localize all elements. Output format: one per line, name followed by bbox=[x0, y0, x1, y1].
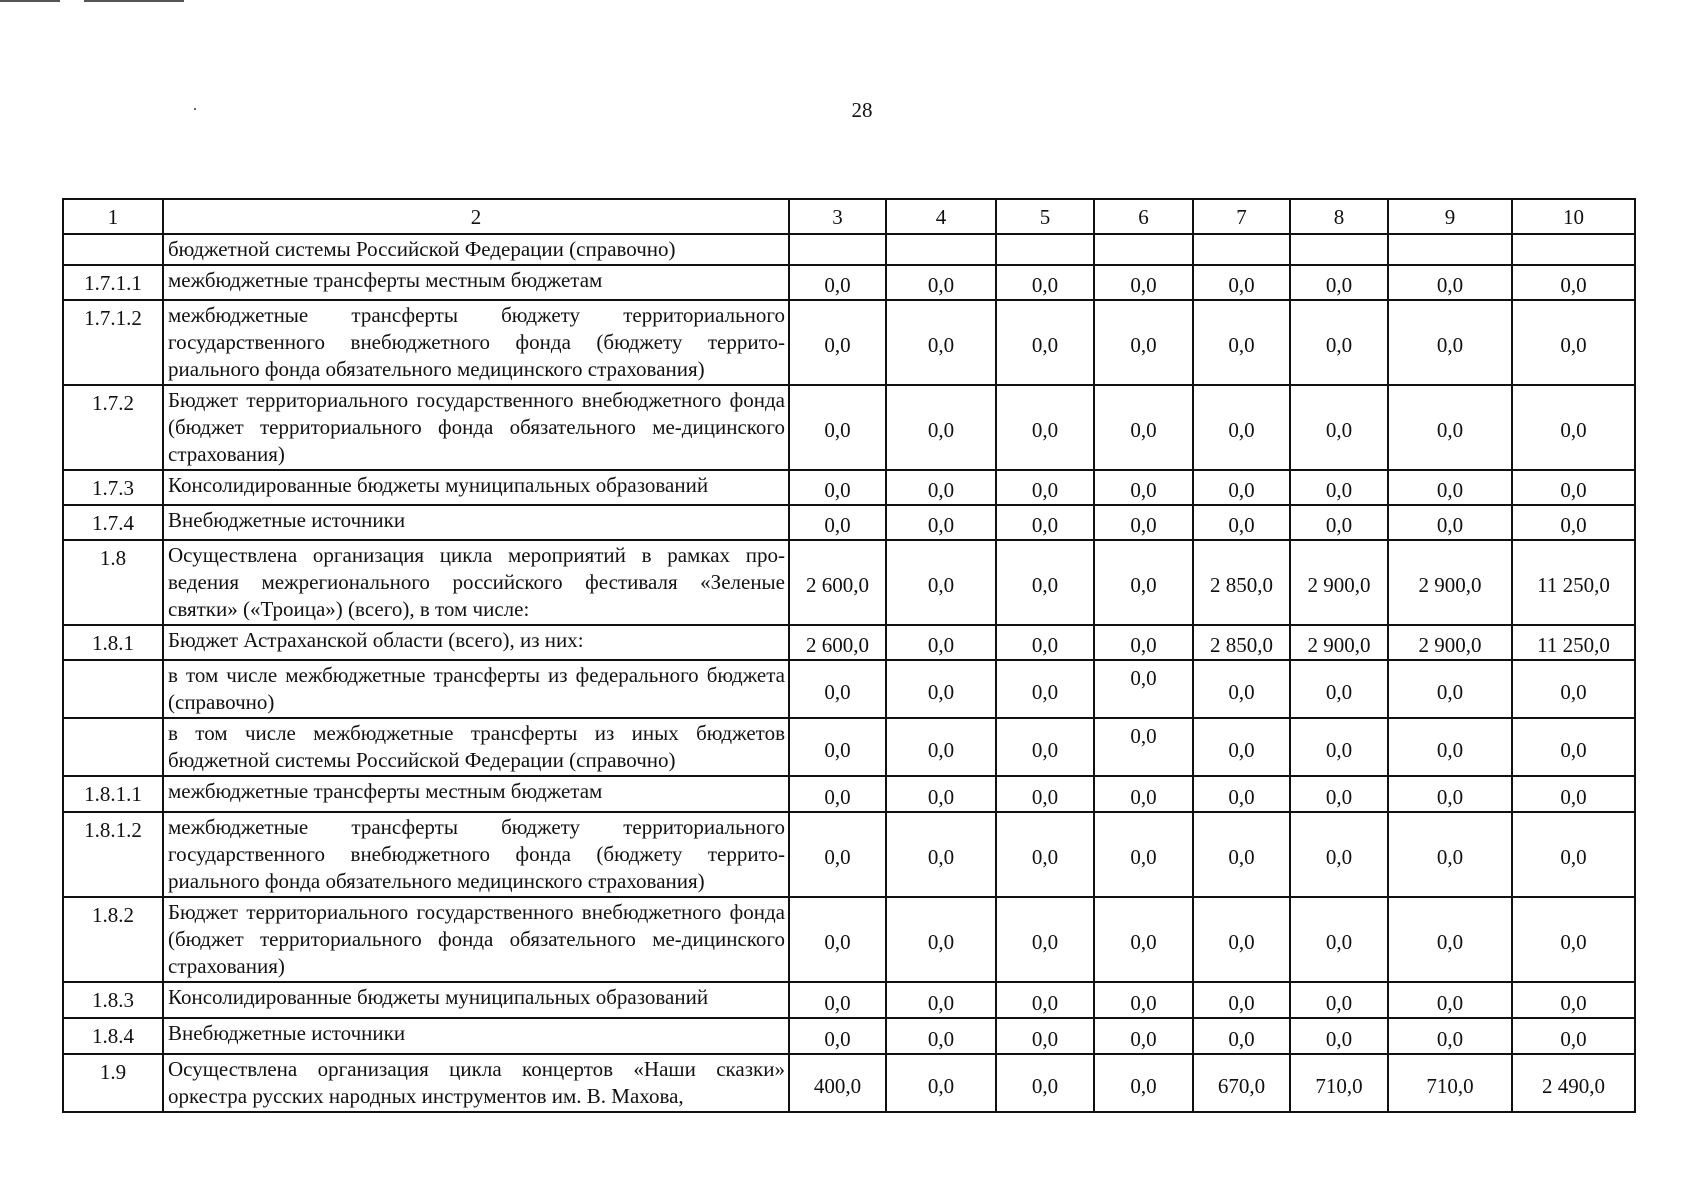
value-cell: 0,0 bbox=[1290, 660, 1388, 718]
row-code-cell bbox=[63, 234, 163, 265]
value-cell: 0,0 bbox=[886, 385, 996, 470]
value-cell: 0,0 bbox=[789, 385, 886, 470]
value-cell: 710,0 bbox=[1290, 1054, 1388, 1112]
value-cell: 0,0 bbox=[886, 625, 996, 660]
value-cell: 0,0 bbox=[1388, 660, 1512, 718]
row-description-cell: межбюджетные трансферты бюджету территориального государственного внебюджетного фонда (бюджету террито-риального фонда обязательного медицинского страхования) bbox=[163, 812, 789, 897]
value-cell: 0,0 bbox=[1094, 385, 1193, 470]
table-row bbox=[63, 982, 1635, 1018]
value-cell: 0,0 bbox=[996, 300, 1094, 385]
row-code-cell bbox=[63, 660, 163, 718]
page-number: 28 bbox=[851, 98, 873, 122]
value-cell: 0,0 bbox=[789, 812, 886, 897]
table-row bbox=[63, 625, 1635, 660]
value-cell: 0,0 bbox=[1388, 300, 1512, 385]
value-cell: 0,0 bbox=[1193, 470, 1290, 505]
value-cell: 0,0 bbox=[789, 897, 886, 982]
value-cell: 2 900,0 bbox=[1388, 625, 1512, 660]
value-cell: 0,0 bbox=[789, 505, 886, 540]
value-cell: 2 600,0 bbox=[789, 540, 886, 625]
header-cell: 4 bbox=[886, 199, 996, 234]
value-cell: 0,0 bbox=[886, 300, 996, 385]
scan-edge-mark bbox=[0, 0, 60, 2]
value-cell: 0,0 bbox=[1193, 982, 1290, 1018]
value-cell: 0,0 bbox=[1512, 265, 1635, 300]
value-cell: 2 600,0 bbox=[789, 625, 886, 660]
table-body bbox=[63, 199, 1635, 1112]
row-code-cell: 1.8.1.1 bbox=[63, 776, 163, 812]
value-cell: 0,0 bbox=[1388, 776, 1512, 812]
value-cell: 0,0 bbox=[1388, 982, 1512, 1018]
value-cell: 0,0 bbox=[996, 1018, 1094, 1054]
value-cell: 0,0 bbox=[1512, 718, 1635, 776]
value-cell: 0,0 bbox=[789, 470, 886, 505]
value-cell: 0,0 bbox=[996, 812, 1094, 897]
value-cell: 0,0 bbox=[1388, 470, 1512, 505]
value-cell: 0,0 bbox=[886, 776, 996, 812]
value-cell: 0,0 bbox=[1094, 1054, 1193, 1112]
value-cell: 0,0 bbox=[1388, 505, 1512, 540]
value-cell: 0,0 bbox=[1193, 812, 1290, 897]
value-cell: 0,0 bbox=[996, 470, 1094, 505]
value-cell: 0,0 bbox=[886, 718, 996, 776]
row-code-cell: 1.8.1.2 bbox=[63, 812, 163, 897]
row-code-cell: 1.7.2 bbox=[63, 385, 163, 470]
value-cell: 0,0 bbox=[1290, 265, 1388, 300]
table-row bbox=[63, 470, 1635, 505]
value-cell: 0,0 bbox=[1512, 660, 1635, 718]
value-cell: 11 250,0 bbox=[1512, 625, 1635, 660]
value-cell bbox=[996, 234, 1094, 265]
value-cell: 0,0 bbox=[996, 540, 1094, 625]
row-description-cell: в том числе межбюджетные трансферты из иных бюджетов бюджетной системы Российской Федерации (справочно) bbox=[163, 718, 789, 776]
value-cell: 0,0 bbox=[996, 385, 1094, 470]
value-cell: 0,0 bbox=[996, 1054, 1094, 1112]
value-cell: 2 900,0 bbox=[1388, 540, 1512, 625]
value-cell: 0,0 bbox=[886, 1054, 996, 1112]
row-code-cell: 1.9 bbox=[63, 1054, 163, 1112]
header-cell: 5 bbox=[996, 199, 1094, 234]
value-cell: 0,0 bbox=[886, 540, 996, 625]
value-cell: 0,0 bbox=[789, 718, 886, 776]
scan-edge-mark bbox=[84, 0, 184, 2]
value-cell: 2 490,0 bbox=[1512, 1054, 1635, 1112]
row-description-cell: Внебюджетные источники bbox=[163, 505, 789, 540]
row-description-cell: Внебюджетные источники bbox=[163, 1018, 789, 1054]
value-cell: 0,0 bbox=[1094, 660, 1193, 718]
value-cell: 0,0 bbox=[1512, 776, 1635, 812]
value-cell: 0,0 bbox=[1094, 540, 1193, 625]
row-code-cell: 1.8 bbox=[63, 540, 163, 625]
value-cell: 0,0 bbox=[1388, 385, 1512, 470]
row-description-cell: Осуществлена организация цикла концертов «Наши сказки» оркестра русских народных инструментов им. В. Махова, bbox=[163, 1054, 789, 1112]
value-cell: 0,0 bbox=[1290, 470, 1388, 505]
value-cell: 0,0 bbox=[789, 300, 886, 385]
value-cell: 0,0 bbox=[1094, 897, 1193, 982]
row-description-cell: межбюджетные трансферты бюджету территориального государственного внебюджетного фонда (бюджету террито-риального фонда обязательного медицинского страхования) bbox=[163, 300, 789, 385]
value-cell: 0,0 bbox=[996, 265, 1094, 300]
value-cell: 0,0 bbox=[996, 982, 1094, 1018]
row-code-cell: 1.8.3 bbox=[63, 982, 163, 1018]
value-cell: 0,0 bbox=[1290, 385, 1388, 470]
value-cell: 0,0 bbox=[1512, 505, 1635, 540]
value-cell: 0,0 bbox=[789, 265, 886, 300]
value-cell: 0,0 bbox=[1290, 300, 1388, 385]
table-row bbox=[63, 776, 1635, 812]
value-cell: 0,0 bbox=[1094, 776, 1193, 812]
value-cell bbox=[886, 234, 996, 265]
value-cell bbox=[789, 234, 886, 265]
table-row bbox=[63, 385, 1635, 470]
value-cell: 0,0 bbox=[1290, 1018, 1388, 1054]
row-description-cell: в том числе межбюджетные трансферты из федерального бюджета (справочно) bbox=[163, 660, 789, 718]
value-cell: 0,0 bbox=[1388, 897, 1512, 982]
header-cell: 8 bbox=[1290, 199, 1388, 234]
header-cell: 10 bbox=[1512, 199, 1635, 234]
value-cell: 0,0 bbox=[886, 265, 996, 300]
value-cell: 0,0 bbox=[1094, 982, 1193, 1018]
header-cell: 6 bbox=[1094, 199, 1193, 234]
value-cell: 0,0 bbox=[1512, 385, 1635, 470]
table-header-row bbox=[63, 199, 1635, 234]
value-cell: 0,0 bbox=[996, 897, 1094, 982]
value-cell: 0,0 bbox=[1094, 625, 1193, 660]
value-cell: 0,0 bbox=[1512, 812, 1635, 897]
value-cell: 0,0 bbox=[1193, 300, 1290, 385]
header-cell: 7 bbox=[1193, 199, 1290, 234]
table-row bbox=[63, 1054, 1635, 1112]
value-cell: 2 850,0 bbox=[1193, 625, 1290, 660]
value-cell: 0,0 bbox=[1193, 776, 1290, 812]
value-cell: 0,0 bbox=[886, 982, 996, 1018]
value-cell bbox=[1094, 234, 1193, 265]
value-cell: 0,0 bbox=[1193, 718, 1290, 776]
header-cell: 9 bbox=[1388, 199, 1512, 234]
value-cell: 0,0 bbox=[1290, 505, 1388, 540]
row-code-cell: 1.7.1.2 bbox=[63, 300, 163, 385]
value-cell: 0,0 bbox=[1290, 897, 1388, 982]
value-cell: 0,0 bbox=[1193, 1018, 1290, 1054]
value-cell: 0,0 bbox=[996, 505, 1094, 540]
value-cell: 0,0 bbox=[1512, 1018, 1635, 1054]
row-description-cell: Консолидированные бюджеты муниципальных образований bbox=[163, 982, 789, 1018]
table-row bbox=[63, 540, 1635, 625]
row-description-cell: Консолидированные бюджеты муниципальных образований bbox=[163, 470, 789, 505]
header-cell: 3 bbox=[789, 199, 886, 234]
budget-table bbox=[62, 198, 1636, 1113]
value-cell: 0,0 bbox=[886, 470, 996, 505]
value-cell: 0,0 bbox=[1290, 982, 1388, 1018]
value-cell: 0,0 bbox=[1193, 505, 1290, 540]
value-cell: 0,0 bbox=[1094, 1018, 1193, 1054]
value-cell: 0,0 bbox=[1094, 470, 1193, 505]
value-cell: 710,0 bbox=[1388, 1054, 1512, 1112]
value-cell: 2 900,0 bbox=[1290, 625, 1388, 660]
value-cell: 0,0 bbox=[789, 776, 886, 812]
row-description-cell: бюджетной системы Российской Федерации (справочно) bbox=[163, 234, 789, 265]
value-cell: 400,0 bbox=[789, 1054, 886, 1112]
table-row bbox=[63, 897, 1635, 982]
value-cell: 11 250,0 bbox=[1512, 540, 1635, 625]
header-cell: 2 bbox=[163, 199, 789, 234]
value-cell: 0,0 bbox=[996, 718, 1094, 776]
row-description-cell: межбюджетные трансферты местным бюджетам bbox=[163, 776, 789, 812]
value-cell bbox=[1512, 234, 1635, 265]
value-cell: 2 900,0 bbox=[1290, 540, 1388, 625]
row-code-cell: 1.8.4 bbox=[63, 1018, 163, 1054]
value-cell: 0,0 bbox=[1290, 776, 1388, 812]
value-cell: 0,0 bbox=[1290, 718, 1388, 776]
row-code-cell: 1.8.1 bbox=[63, 625, 163, 660]
value-cell bbox=[1290, 234, 1388, 265]
value-cell: 0,0 bbox=[1388, 265, 1512, 300]
value-cell bbox=[1388, 234, 1512, 265]
value-cell: 2 850,0 bbox=[1193, 540, 1290, 625]
value-cell: 0,0 bbox=[1512, 300, 1635, 385]
scan-dot bbox=[194, 108, 196, 110]
value-cell: 0,0 bbox=[1193, 897, 1290, 982]
value-cell bbox=[1193, 234, 1290, 265]
value-cell: 0,0 bbox=[996, 776, 1094, 812]
value-cell: 0,0 bbox=[1094, 718, 1193, 776]
row-description-cell: Бюджет Астраханской области (всего), из них: bbox=[163, 625, 789, 660]
table-row bbox=[63, 234, 1635, 265]
table-row bbox=[63, 660, 1635, 718]
row-code-cell: 1.8.2 bbox=[63, 897, 163, 982]
value-cell: 0,0 bbox=[1290, 812, 1388, 897]
value-cell: 0,0 bbox=[1388, 1018, 1512, 1054]
value-cell: 0,0 bbox=[886, 1018, 996, 1054]
value-cell: 0,0 bbox=[1512, 470, 1635, 505]
row-description-cell: Бюджет территориального государственного внебюджетного фонда (бюджет территориального фонда обязательного ме-дицинского страхования) bbox=[163, 897, 789, 982]
row-code-cell: 1.7.4 bbox=[63, 505, 163, 540]
value-cell: 0,0 bbox=[996, 660, 1094, 718]
row-code-cell: 1.7.1.1 bbox=[63, 265, 163, 300]
row-code-cell: 1.7.3 bbox=[63, 470, 163, 505]
table-row bbox=[63, 300, 1635, 385]
value-cell: 0,0 bbox=[886, 505, 996, 540]
value-cell: 0,0 bbox=[1388, 718, 1512, 776]
table-row bbox=[63, 812, 1635, 897]
value-cell: 0,0 bbox=[886, 812, 996, 897]
value-cell: 0,0 bbox=[789, 982, 886, 1018]
header-cell: 1 bbox=[63, 199, 163, 234]
value-cell: 0,0 bbox=[789, 660, 886, 718]
table-row bbox=[63, 265, 1635, 300]
value-cell: 0,0 bbox=[886, 660, 996, 718]
value-cell: 0,0 bbox=[996, 625, 1094, 660]
value-cell: 0,0 bbox=[1094, 265, 1193, 300]
row-description-cell: межбюджетные трансферты местным бюджетам bbox=[163, 265, 789, 300]
row-code-cell bbox=[63, 718, 163, 776]
table-row bbox=[63, 1018, 1635, 1054]
value-cell: 0,0 bbox=[789, 1018, 886, 1054]
value-cell: 0,0 bbox=[1193, 660, 1290, 718]
value-cell: 0,0 bbox=[1094, 505, 1193, 540]
value-cell: 0,0 bbox=[886, 897, 996, 982]
value-cell: 0,0 bbox=[1193, 265, 1290, 300]
row-description-cell: Осуществлена организация цикла мероприятий в рамках про-ведения межрегионального российского фестиваля «Зеленые святки» («Троица») (всего), в том числе: bbox=[163, 540, 789, 625]
value-cell: 0,0 bbox=[1512, 982, 1635, 1018]
table-row bbox=[63, 505, 1635, 540]
table-row bbox=[63, 718, 1635, 776]
value-cell: 0,0 bbox=[1388, 812, 1512, 897]
value-cell: 0,0 bbox=[1094, 300, 1193, 385]
value-cell: 670,0 bbox=[1193, 1054, 1290, 1112]
value-cell: 0,0 bbox=[1193, 385, 1290, 470]
value-cell: 0,0 bbox=[1512, 897, 1635, 982]
row-description-cell: Бюджет территориального государственного внебюджетного фонда (бюджет территориального фонда обязательного ме-дицинского страхования) bbox=[163, 385, 789, 470]
value-cell: 0,0 bbox=[1094, 812, 1193, 897]
